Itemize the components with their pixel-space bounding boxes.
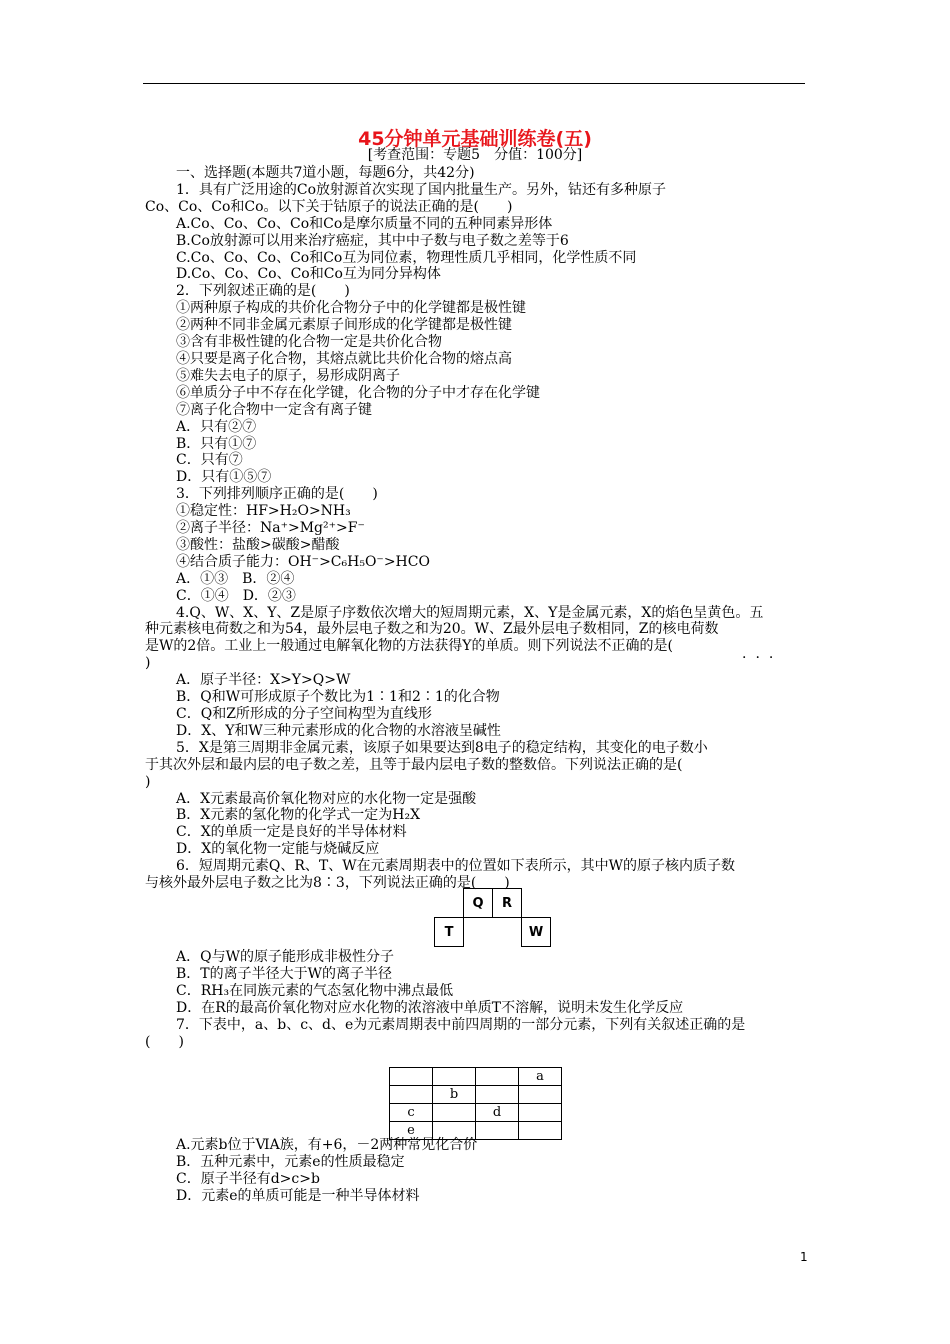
question-5-stem: 5．X是第三周期非金属元素，该原子如果要达到8电子的稳定结构，其变化的电子数小 — [176, 739, 708, 756]
question-4-stem: 4.Q、W、X、Y、Z是原子序数依次增大的短周期元素，X、Y是金属元素，X的焰色呈黄色。五 — [176, 604, 764, 621]
page-number: 1 — [800, 1250, 808, 1264]
emphasis-dots: ··· — [742, 650, 783, 666]
q3-options-cd: C．①④ D．②③ — [176, 587, 296, 604]
cell-w: W — [522, 918, 551, 947]
q2-statement-4: ④只要是离子化合物，其熔点就比共价化合物的熔点高 — [176, 350, 512, 367]
q1-option-d: D.Co、Co、Co、Co和Co互为同分异构体 — [176, 266, 441, 283]
question-6-7-body — [145, 949, 810, 1050]
periodic-table-fragment-q6 — [434, 888, 551, 947]
q4-option-d: D．X、Y和W三种元素形成的化合物的水溶液呈碱性 — [176, 722, 501, 739]
q1-option-a: A.Co、Co、Co、Co和Co是摩尔质量不同的五种同素异形体 — [176, 215, 553, 232]
cell-e: e — [390, 1122, 433, 1140]
question-1-stem: 1．具有广泛用途的Co放射源首次实现了国内批量生产。另外，钴还有多种原子 — [176, 181, 667, 198]
q2-statement-2: ②两种不同非金属元素原子间形成的化学键都是极性键 — [176, 317, 512, 334]
question-4-stem-cont: 种元素核电荷数之和为54，最外层电子数之和为20。W、Z最外层电子数相同，Z的核电荷数 — [145, 621, 719, 638]
cell-t: T — [435, 918, 464, 947]
q6-option-a: A．Q与W的原子能形成非极性分子 — [176, 949, 394, 965]
section-heading: 一、选择题(本题共7道小题，每题6分，共42分) — [176, 165, 475, 181]
cell-r: R — [493, 889, 522, 918]
q5-option-a: A．X元素最高价氧化物对应的水化物一定是强酸 — [176, 790, 477, 807]
q4-option-a: A．原子半径：X>Y>Q>W — [176, 672, 351, 689]
exam-scope: [考查范围：专题5 分值：100分] — [367, 147, 583, 163]
periodic-table-fragment-q7 — [389, 1067, 562, 1140]
q2-option-d: D．只有①⑤⑦ — [176, 469, 272, 486]
q2-statement-7: ⑦离子化合物中一定含有离子键 — [176, 401, 372, 418]
q4-option-b: B．Q和W可形成原子个数比为1∶1和2∶1的化合物 — [176, 689, 500, 706]
q1-option-b: B.Co放射源可以用来治疗癌症，其中中子数与电子数之差等于6 — [176, 232, 569, 249]
cell-c: c — [390, 1104, 433, 1122]
question-5-stem-cont: 于其次外层和最内层的电子数之差，且等于最内层电子数的整数倍。下列说法正确的是( — [145, 756, 683, 773]
q3-statement-2: ②离子半径：Na⁺>Mg²⁺>F⁻ — [176, 520, 365, 537]
q2-statement-6: ⑥单质分子中不存在化学键，化合物的分子中才存在化学键 — [176, 384, 540, 401]
question-7-options — [145, 1137, 810, 1205]
q5-option-d: D．X的氧化物一定能与烧碱反应 — [176, 841, 380, 858]
question-7-paren: ( ) — [145, 1033, 184, 1050]
question-2-stem: 2．下列叙述正确的是( ) — [176, 283, 350, 300]
question-6-stem: 6．短周期元素Q、R、T、W在元素周期表中的位置如下表所示，其中W的原子核内质子数 — [176, 858, 736, 875]
question-7-stem: 7．下表中，a、b、c、d、e为元素周期表中前四周期的一部分元素，下列有关叙述正确的是 — [176, 1016, 746, 1033]
question-3-stem: 3．下列排列顺序正确的是( ) — [176, 486, 378, 503]
question-5-paren: ) — [145, 773, 151, 790]
q4-option-c: C．Q和Z所形成的分子空间构型为直线形 — [176, 706, 432, 722]
cell-d: d — [476, 1104, 519, 1122]
q6-option-b: B．T的离子半径大于W的离子半径 — [176, 965, 393, 982]
q6-option-d: D．在R的最高价氧化物对应水化物的浓溶液中单质T不溶解，说明未发生化学反应 — [176, 999, 684, 1016]
q2-statement-1: ①两种原子构成的共价化合物分子中的化学键都是极性键 — [176, 300, 526, 317]
header-rule — [143, 83, 805, 84]
cell-a: a — [519, 1068, 562, 1086]
q2-statement-3: ③含有非极性键的化合物一定是共价化合物 — [176, 334, 442, 351]
question-4-stem-cont: 是W的2倍。工业上一般通过电解氧化物的方法获得Y的单质。则下列说法不正确的是( — [145, 638, 673, 655]
q3-statement-3: ③酸性：盐酸>碳酸>醋酸 — [176, 536, 340, 553]
q7-option-c: C．原子半径有d>c>b — [176, 1170, 320, 1187]
q2-option-a: A．只有②⑦ — [176, 418, 257, 435]
q7-option-d: D．元素e的单质可能是一种半导体材料 — [176, 1187, 420, 1204]
q5-option-c: C．X的单质一定是良好的半导体材料 — [176, 824, 407, 841]
question-4-paren: ) — [145, 655, 151, 672]
q2-option-b: B．只有①⑦ — [176, 435, 257, 452]
cell-b: b — [433, 1086, 476, 1104]
q6-option-c: C．RH₃在同族元素的气态氢化物中沸点最低 — [176, 982, 454, 999]
question-6-stem-cont: 与核外最外层电子数之比为8∶3，下列说法正确的是( ) — [145, 875, 510, 892]
q3-statement-4: ④结合质子能力：OH⁻>C₆H₅O⁻>HCO — [176, 553, 430, 570]
q1-option-c: C.Co、Co、Co、Co和Co互为同位素，物理性质几乎相同，化学性质不同 — [176, 249, 637, 266]
q2-option-c: C．只有⑦ — [176, 452, 243, 469]
question-1-stem-cont: Co、Co、Co和Co。以下关于钴原子的说法正确的是( ) — [145, 198, 513, 215]
q7-option-a: A.元素b位于ⅥA族，有+6，－2两种常见化合价 — [176, 1137, 478, 1153]
q7-option-b: B．五种元素中，元素e的性质最稳定 — [176, 1153, 405, 1170]
page-title: 45分钟单元基础训练卷(五) — [358, 128, 592, 150]
q3-statement-1: ①稳定性：HF>H₂O>NH₃ — [176, 503, 351, 520]
q3-options-ab: A．①③ B．②④ — [176, 570, 295, 587]
q5-option-b: B．X元素的氢化物的化学式一定为H₂X — [176, 807, 421, 824]
q2-statement-5: ⑤难失去电子的原子，易形成阴离子 — [176, 367, 400, 384]
cell-q: Q — [464, 889, 493, 918]
question-body — [145, 165, 810, 892]
